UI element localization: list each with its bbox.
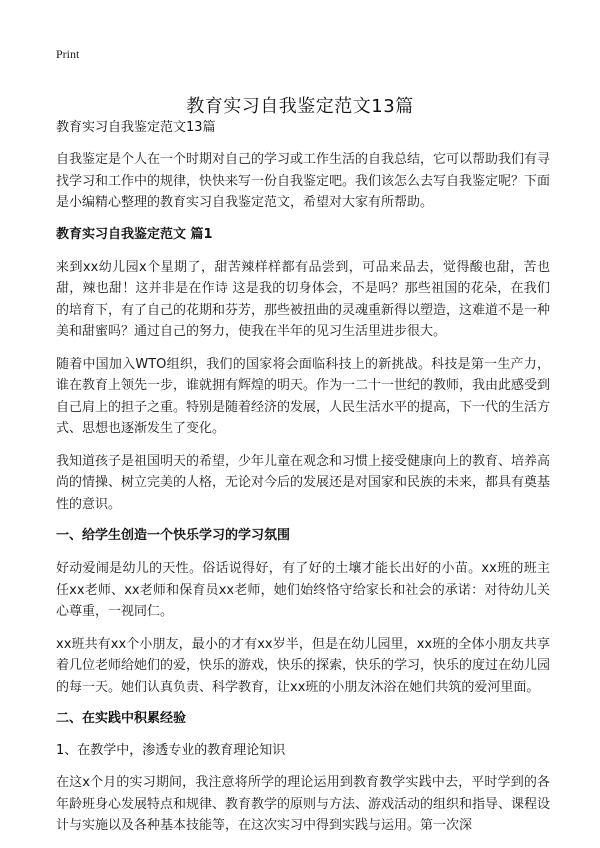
body-paragraph: 我知道孩子是祖国明天的希望，少年儿童在观念和习惯上接受健康向上的教育、培养高尚的情操、树立完美的人格，无论对今后的发展还是对国家和民族的未来，都具有奠基性的意识。 <box>56 453 551 512</box>
section-heading-2: 二、在实践中积累经验 <box>56 711 187 726</box>
print-label: Print <box>56 47 80 61</box>
list-item: 1、在教学中，渗透专业的教育理论知识 <box>56 743 286 758</box>
document-subtitle: 教育实习自我鉴定范文13篇 <box>56 120 216 135</box>
body-paragraph: 在这x个月的实习期间，我注意将所学的理论运用到教育教学实践中去，平时学到的各年龄班身心发展特点和规律、教育教学的原则与方法、游戏活动的组织和指导、课程设计与实施以及各种基本技能等，在这次实习中得到实践与运用。第一次深 <box>56 775 551 833</box>
page-title: 教育实习自我鉴定范文13篇 <box>186 96 414 118</box>
section-heading-1: 一、给学生创造一个快乐学习的学习氛围 <box>56 528 291 543</box>
article-heading: 教育实习自我鉴定范文 篇1 <box>56 226 213 242</box>
body-paragraph: 随着中国加入WTO组织，我们的国家将会面临科技上的新挑战。科技是第一生产力，谁在教育上领先一步，谁就拥有辉煌的明天。作为一二十一世纪的教师，我由此感受到自己肩上的担子之重。特别是随着经济的发展，人民生活水平的提高，下一代的生活方式、思想也逐渐发生了变化。 <box>56 356 551 436</box>
body-paragraph: 好动爱闹是幼儿的天性。俗话说得好，有了好的土壤才能长出好的小苗。xx班的班主任xx老师、xx老师和保育员xx老师，她们始终恪守给家长和社会的承诺：对待幼儿关心尊重，一视同仁。 <box>56 561 550 619</box>
body-paragraph: 来到xx幼儿园x个星期了，甜苦辣样样都有品尝到，可品来品去，觉得酸也甜，苦也甜，辣也甜！这并非是在作诗 这是我的切身体会，不是吗？那些祖国的花朵，在我们的培育下，有了自己的花期和芬芳，那些被扭曲的灵魂重新得以塑造，这难道不是一种美和甜蜜吗？通过自己的努力，使我在半年的见习生活里进步很大。 <box>56 259 551 339</box>
intro-paragraph: 自我鉴定是个人在一个时期对自己的学习或工作生活的自我总结，它可以帮助我们有寻找学习和工作中的规律，快快来写一份自我鉴定吧。我们该怎么去写自我鉴定呢？下面是小编精心整理的教育实习自我鉴定范文，希望对大家有所帮助。 <box>56 152 551 210</box>
document-body <box>56 118 550 848</box>
body-paragraph: xx班共有xx个小朋友，最小的才有xx岁半，但是在幼儿园里，xx班的全体小朋友共享着几位老师给她们的爱，快乐的游戏，快乐的探索，快乐的学习，快乐的度过在幼儿园的每一天。她们认真负责、科学教育，让xx班的小朋友沐浴在她们共筑的爱河里面。 <box>56 636 551 695</box>
